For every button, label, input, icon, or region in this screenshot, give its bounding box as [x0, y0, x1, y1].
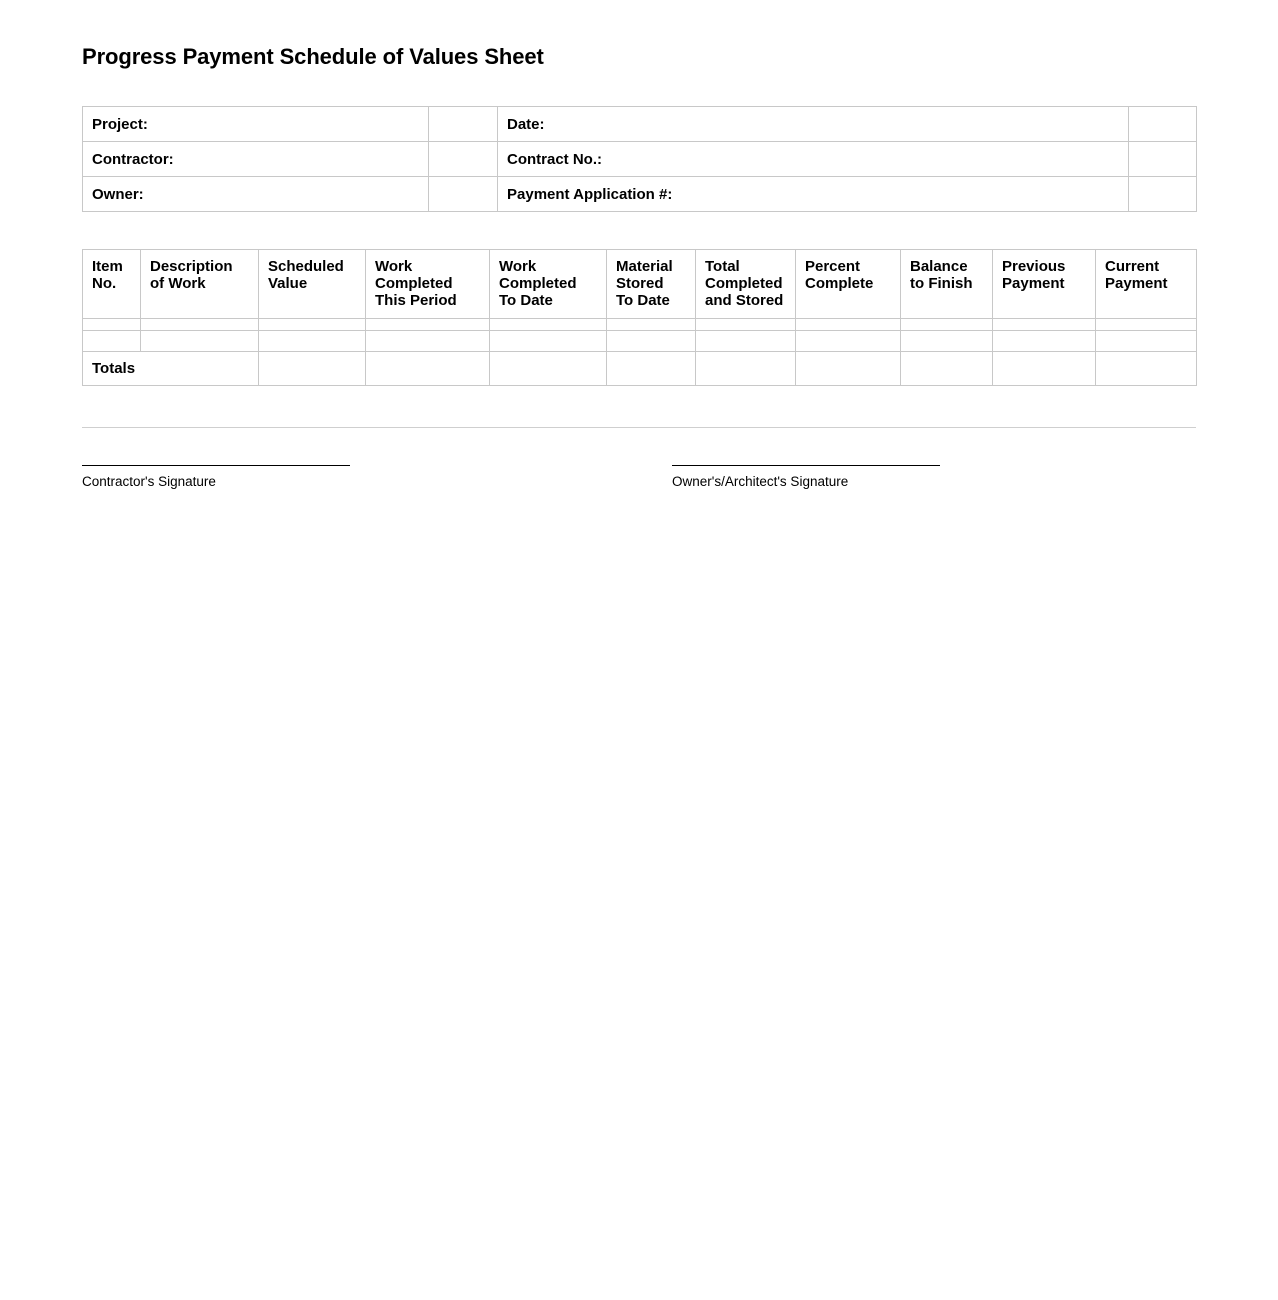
- cell-total-completed[interactable]: [696, 319, 796, 331]
- signature-row: [82, 428, 1196, 491]
- column-header-description-of-work: Description of Work: [141, 250, 259, 319]
- totals-previous-payment[interactable]: [993, 352, 1096, 386]
- contractor-signature-caption: Contractor's Signature: [82, 474, 216, 489]
- contractor-signature-line[interactable]: [82, 465, 350, 466]
- column-header-material-stored-to-date: Material Stored To Date: [607, 250, 696, 319]
- totals-label: Totals: [83, 352, 259, 386]
- totals-material-stored[interactable]: [607, 352, 696, 386]
- totals-row: [83, 352, 1197, 386]
- cell-scheduled-value[interactable]: [259, 331, 366, 352]
- cell-balance-to-finish[interactable]: [901, 319, 993, 331]
- cell-total-completed[interactable]: [696, 331, 796, 352]
- schedule-of-values-table: [82, 249, 1197, 386]
- totals-total-completed[interactable]: [696, 352, 796, 386]
- info-label-contractor: Contractor:: [83, 142, 429, 177]
- info-value-project[interactable]: [429, 107, 498, 142]
- cell-work-to-date[interactable]: [490, 319, 607, 331]
- info-value-owner[interactable]: [429, 177, 498, 212]
- info-label-owner: Owner:: [83, 177, 429, 212]
- info-value-contractor[interactable]: [429, 142, 498, 177]
- column-header-balance-to-finish: Balance to Finish: [901, 250, 993, 319]
- info-label-date: Date:: [498, 107, 1129, 142]
- project-info-table: [82, 106, 1197, 212]
- cell-previous-payment[interactable]: [993, 331, 1096, 352]
- totals-work-to-date[interactable]: [490, 352, 607, 386]
- cell-item-no[interactable]: [83, 331, 141, 352]
- column-header-item-no: Item No.: [83, 250, 141, 319]
- info-row-owner: [83, 177, 1197, 212]
- info-label-payment-application: Payment Application #:: [498, 177, 1129, 212]
- cell-scheduled-value[interactable]: [259, 319, 366, 331]
- totals-scheduled-value[interactable]: [259, 352, 366, 386]
- cell-item-no[interactable]: [83, 319, 141, 331]
- schedule-body: [83, 319, 1197, 386]
- cell-work-this-period[interactable]: [366, 319, 490, 331]
- cell-work-to-date[interactable]: [490, 331, 607, 352]
- info-value-date[interactable]: [1129, 107, 1197, 142]
- cell-material-stored[interactable]: [607, 319, 696, 331]
- cell-percent-complete[interactable]: [796, 319, 901, 331]
- column-header-scheduled-value: Scheduled Value: [259, 250, 366, 319]
- info-value-contract-no[interactable]: [1129, 142, 1197, 177]
- schedule-header-row: [83, 250, 1197, 319]
- cell-description[interactable]: [141, 331, 259, 352]
- cell-description[interactable]: [141, 319, 259, 331]
- table-row: [83, 331, 1197, 352]
- table-row: [83, 319, 1197, 331]
- owner-signature-cell: [639, 428, 1196, 491]
- info-label-contract-no: Contract No.:: [498, 142, 1129, 177]
- info-row-project: [83, 107, 1197, 142]
- totals-percent-complete[interactable]: [796, 352, 901, 386]
- column-header-current-payment: Current Payment: [1096, 250, 1197, 319]
- column-header-total-completed-and-stored: Total Completed and Stored: [696, 250, 796, 319]
- column-header-percent-complete: Percent Complete: [796, 250, 901, 319]
- cell-current-payment[interactable]: [1096, 319, 1197, 331]
- totals-current-payment[interactable]: [1096, 352, 1197, 386]
- cell-current-payment[interactable]: [1096, 331, 1197, 352]
- owner-signature-caption: Owner's/Architect's Signature: [672, 474, 849, 489]
- cell-balance-to-finish[interactable]: [901, 331, 993, 352]
- cell-percent-complete[interactable]: [796, 331, 901, 352]
- column-header-work-completed-to-date: Work Completed To Date: [490, 250, 607, 319]
- totals-balance-to-finish[interactable]: [901, 352, 993, 386]
- info-row-contractor: [83, 142, 1197, 177]
- column-header-previous-payment: Previous Payment: [993, 250, 1096, 319]
- column-header-work-completed-this-period: Work Completed This Period: [366, 250, 490, 319]
- document-page: [0, 0, 1278, 490]
- info-label-project: Project:: [83, 107, 429, 142]
- owner-signature-line[interactable]: [672, 465, 940, 466]
- cell-material-stored[interactable]: [607, 331, 696, 352]
- signature-block: [82, 427, 1196, 490]
- cell-previous-payment[interactable]: [993, 319, 1096, 331]
- cell-work-this-period[interactable]: [366, 331, 490, 352]
- info-value-payment-application[interactable]: [1129, 177, 1197, 212]
- totals-work-this-period[interactable]: [366, 352, 490, 386]
- contractor-signature-cell: [82, 428, 639, 491]
- page-title: Progress Payment Schedule of Values Sheet: [82, 44, 544, 69]
